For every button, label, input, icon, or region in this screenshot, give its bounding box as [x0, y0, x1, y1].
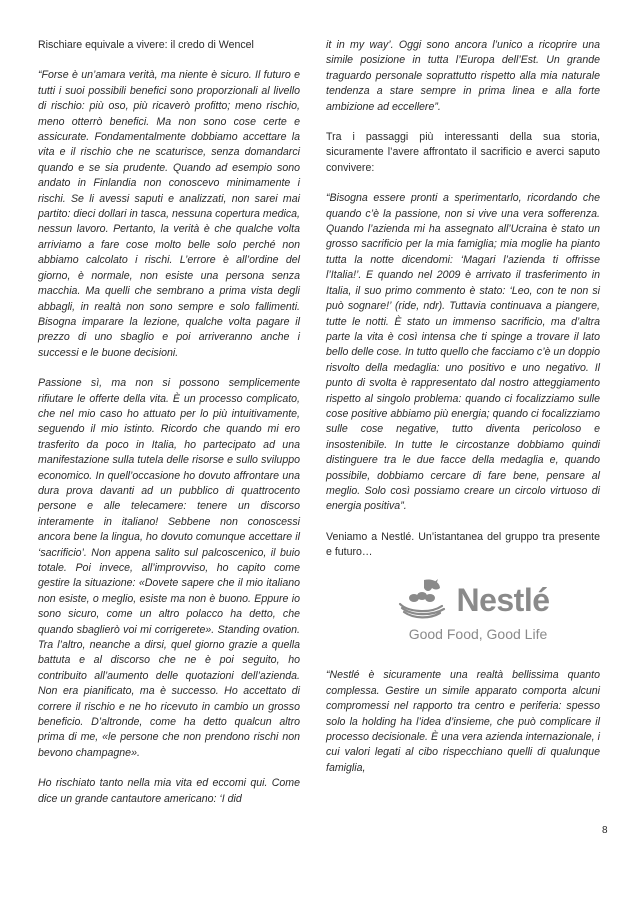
left-column	[38, 38, 300, 822]
nestle-logo	[326, 576, 600, 643]
interview-question: Veniamo a Nestlé. Un’istantanea del gruppo tra presente e futuro…	[326, 530, 600, 559]
paragraph: “Forse è un’amara verità, ma niente è sicuro. Il futuro e tutti i suoi possibili benefici sono proporzionali al livello di rischio: più oso, più ricaverò profitto; meno rischio, meno otterrò benefici. Ma non sono cose certe e assicurate. Fondamentalmente dobbiamo accettare la vita e il rischio che ne scaturisce, senza domandarci quando e se sia prudente. Quando ad esempio sono andato in Finlandia non conoscevo minimamente i rischi. Se li avessi saputi e analizzati, non sarei mai partito: dieci dollari in tasca, nessuna copertura medica, nessun lavoro. Pertanto, la verità è che qualche volta arriviamo a fare cose molto belle solo perché non abbiamo calcolato i rischi. L’errore è all’ordine del giorno, è normale, non esiste una persona senza macchia. Ma quelli che sembrano a prima vista degli abbagli, in realtà non sono sempre e solo fallimenti. Bisogna imparare la lezione, qualche volta pagare il prezzo di uno sbaglio e poi arriveranno anche i successi e le buone decisioni.	[38, 69, 300, 359]
paragraph: “Bisogna essere pronti a sperimentarlo, ricordando che quando c’è la passione, non si vive una vera sofferenza. Quando l’azienda mi ha assegnato all’Ucraina è stato un grosso sacrificio per la mia famiglia; mia moglie ha pianto tutta la notte dicendomi: ‘Magari l’azienda ti offrisse l’Italia!’. E quando nel 2009 è arrivato il trasferimento in Italia, il suo primo commento è stato: ‘Leo, con te non si può sognare!’ (ride, ndr). Tuttavia continuava a piangere, tutte le notti. È stato un immenso sacrificio, ma d’altra parte la vita è così intensa che ti spinge a trovare il lato bello delle cose. In tutto quello che facciamo c’è un doppio risvolto della medaglia: uno positivo e uno negativo. Il punto di svolta è rappresentato dal nostro atteggiamento rispetto al singolo problema: quando ci focalizziamo sulle cose positive abbiamo più energia; quando ci focalizziamo sulle cose negative, tutto diventa pericoloso e insostenibile. In tutte le circostanze dobbiamo quindi distinguere tra le due facce della medaglia e, quando possibile, dobbiamo cercare di fare bene, pensare al meglio. Solo così possiamo creare un circolo virtuoso di energia positiva”.	[326, 192, 600, 513]
paragraph: Passione sì, ma non si possono semplicemente rifiutare le offerte della vita. È un processo complicato, che nel mio caso ho attuato per lo più intuitivamente, seguendo il mio istinto. Ricordo che quando mi ero trasferito da poco in Italia, ho partecipato ad una manifestazione sulla tutela delle risorse e sullo sviluppo economico. In quell’occasione ho dovuto affrontare una dura prova davanti ad un pubblico di quattrocento persone e alle telecamere: tenere un discorso interamente in italiano! Sebbene non conoscessi ancora bene la lingua, ho dovuto comunque accettare il ‘sacrificio’. Non appena salito sul palcoscenico, il buio totale. Poi invece, all’improvviso, ho capito come gestire la situazione: «Dovete sapere che il mio italiano non esiste, o meglio, esiste ma non è buono. Eppure io sono sicuro, come un altro polacco ha detto, che quando sbaglierò voi mi corrigerete». Standing ovation. Tra l’altro, neanche a dirsi, quel giorno grazie a quella battuta e al discorso che ne è poi seguito, ho contribuito all’aumento delle quotazioni dell’azienda. Non era pianificato, ma è successo. Ho accettato di correre il rischio e ne ho ricevuto in cambio un grosso beneficio. D’altronde, come ha detto qualcun altro prima di me, «le persone che non prendono rischi non bevono champagne».	[38, 377, 300, 759]
interview-question: Tra i passaggi più interessanti della sua storia, sicuramente l’avere affrontato il sacrificio e averci saputo convivere:	[326, 131, 600, 174]
nestle-logo-tagline: Good Food, Good Life	[408, 626, 548, 642]
paragraph: Ho rischiato tanto nella mia vita ed eccomi qui. Come dice un grande cantautore americano: ‘I did	[38, 777, 300, 805]
nestle-logo-wordmark: Nestlé	[456, 581, 550, 618]
nestle-nest-logo-icon	[394, 576, 450, 625]
paragraph: it in my way’. Oggi sono ancora l’unico a ricoprire una simile posizione in tutta l’Europa dell’Est. Un grande traguardo personale soprattutto rispetto alla mia naturale tendenza a stare sempre in prima linea e alla forte ambizione ad eccellere”.	[326, 39, 600, 113]
section-title: Rischiare equivale a vivere: il credo di Wencel	[38, 39, 254, 51]
right-column	[326, 38, 600, 791]
paragraph: “Nestlé è sicuramente una realtà bellissima quanto complessa. Gestire un simile apparato comporta alcuni compromessi nel rapporto tra centro e periferia: spesso solo la holding ha l’idea d’insieme, che può complicare il processo decisionale. È una vera azienda internazionale, i cui valori legati al cibo rispecchiano quelli di qualunque famiglia,	[326, 669, 600, 774]
page-number: 8	[602, 825, 608, 836]
